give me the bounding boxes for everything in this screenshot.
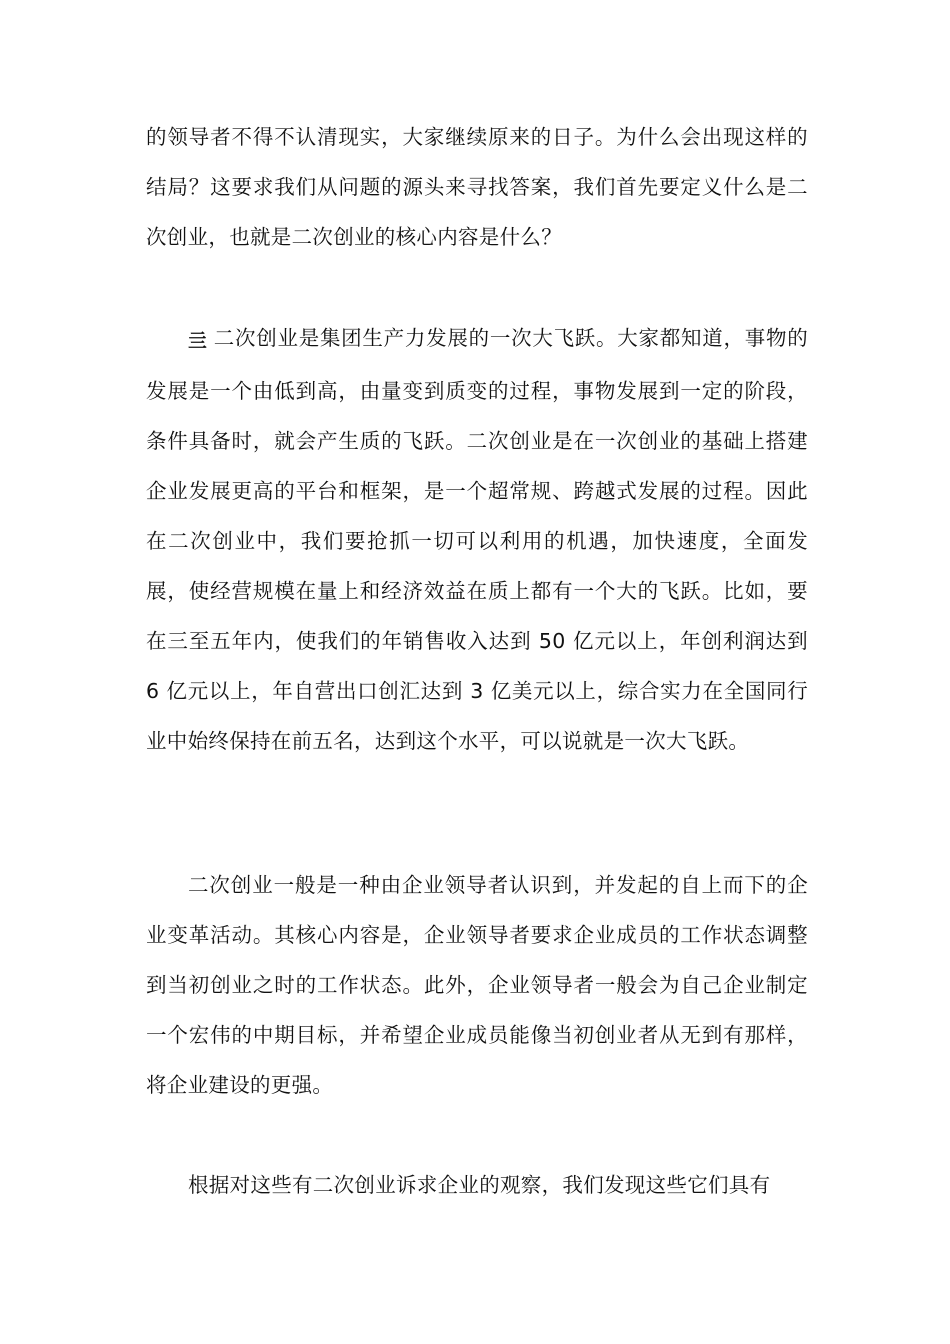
paragraph-continuation: 的领导者不得不认清现实，大家继续原来的日子。为什么会出现这样的结局？这要求我们从问题的源头来寻找答案，我们首先要定义什么是二次创业，也就是二次创业的核心内容是什么？ [146, 125, 808, 249]
paragraph-second-venture-leap-text: 二次创业是集团生产力发展的一次大飞跃。大家都知道，事物的发展是一个由低到高，由量变到质变的过程，事物发展到一定的阶段，条件具备时，就会产生质的飞跃。二次创业是在一次创业的基础上搭建企业发展更高的平台和框架，是一个超常规、跨越式发展的过程。因此在二次创业中，我们要抢抓一切可以利用的机遇，加快速度，全面发展，使经营规模在量上和经济效益在质上都有一个大的飞跃。比如，要在三至五年内，使我们的年销售收入达到 50 亿元以上，年创利润达到 6 亿元以上，年自营出口创汇达到 3 亿美元以上，综合实力在全国同行业中始终保持在前五名，达到这个水平，可以说就是一次大飞跃。 [146, 326, 808, 753]
paragraph-observation: 根据对这些有二次创业诉求企业的观察，我们发现这些它们具有 [188, 1173, 771, 1197]
paragraph-second-venture-leap [146, 313, 808, 766]
paragraph-top-down-change: 二次创业一般是一种由企业领导者认识到，并发起的自上而下的企业变革活动。其核心内容是，企业领导者要求企业成员的工作状态调整到当初创业之时的工作状态。此外，企业领导者一般会为自己企业制定一个宏伟的中期目标，并希望企业成员能像当初创业者从无到有那样，将企业建设的更强。 [146, 873, 808, 1097]
paragraph-marker-glyph: 亖 [188, 330, 208, 352]
